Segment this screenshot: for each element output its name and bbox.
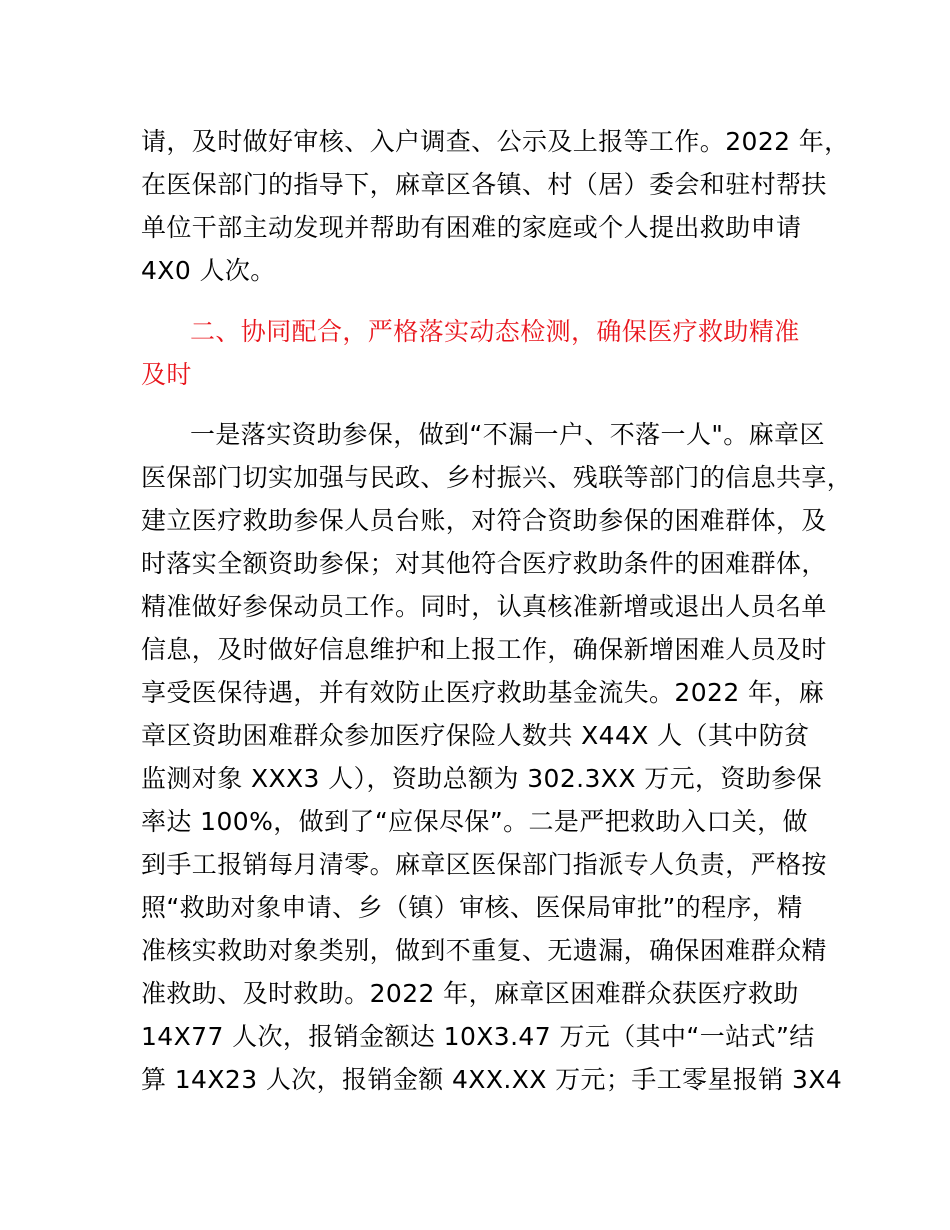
heading-line: 及时 [141,360,192,389]
text-line: 算 14X23 人次，报销金额 4XX.XX 万元；手工零星报销 3X4 [141,1065,843,1094]
text-line: 享受医保待遇，并有效防止医疗救助基金流失。2022 年，麻 [141,678,825,707]
text-line: 准核实救助对象类别，做到不重复、无遗漏，确保困难群众精 [141,936,827,965]
text-line: 率达 100%，做到了“应保尽保”。二是严把救助入口关，做 [141,807,808,836]
text-line: 建立医疗救助参保人员台账，对符合资助参保的困难群体，及 [141,506,827,535]
text-line: 照“救助对象申请、乡（镇）审核、医保局审批”的程序，精 [141,893,803,922]
text-line: 请，及时做好审核、入户调查、公示及上报等工作。2022 年， [141,127,850,156]
text-line: 精准做好参保动员工作。同时，认真核准新增或退出人员名单 [141,592,827,621]
text-line: 时落实全额资助参保；对其他符合医疗救助条件的困难群体， [141,549,827,578]
text-line: 在医保部门的指导下，麻章区各镇、村（居）委会和驻村帮扶 [141,170,827,199]
text-line: 章区资助困难群众参加医疗保险人数共 X44X 人（其中防贫 [141,721,810,750]
heading-line: 二、协同配合，严格落实动态检测，确保医疗救助精准 [190,317,800,346]
text-line: 一是落实资助参保，做到“不漏一户、不落一人"。麻章区 [190,420,825,449]
text-line: 4X0 人次。 [141,256,276,285]
text-line: 医保部门切实加强与民政、乡村振兴、残联等部门的信息共享， [141,463,853,492]
text-line: 信息，及时做好信息维护和上报工作，确保新增困难人员及时 [141,635,827,664]
text-line: 到手工报销每月清零。麻章区医保部门指派专人负责，严格按 [141,850,827,879]
text-line: 监测对象 XXX3 人），资助总额为 302.3XX 万元，资助参保 [141,764,822,793]
text-line: 准救助、及时救助。2022 年，麻章区困难群众获医疗救助 [141,979,799,1008]
text-line: 14X77 人次，报销金额达 10X3.47 万元（其中“一站式”结 [141,1022,815,1051]
text-line: 单位干部主动发现并帮助有困难的家庭或个人提出救助申请 [141,213,802,242]
